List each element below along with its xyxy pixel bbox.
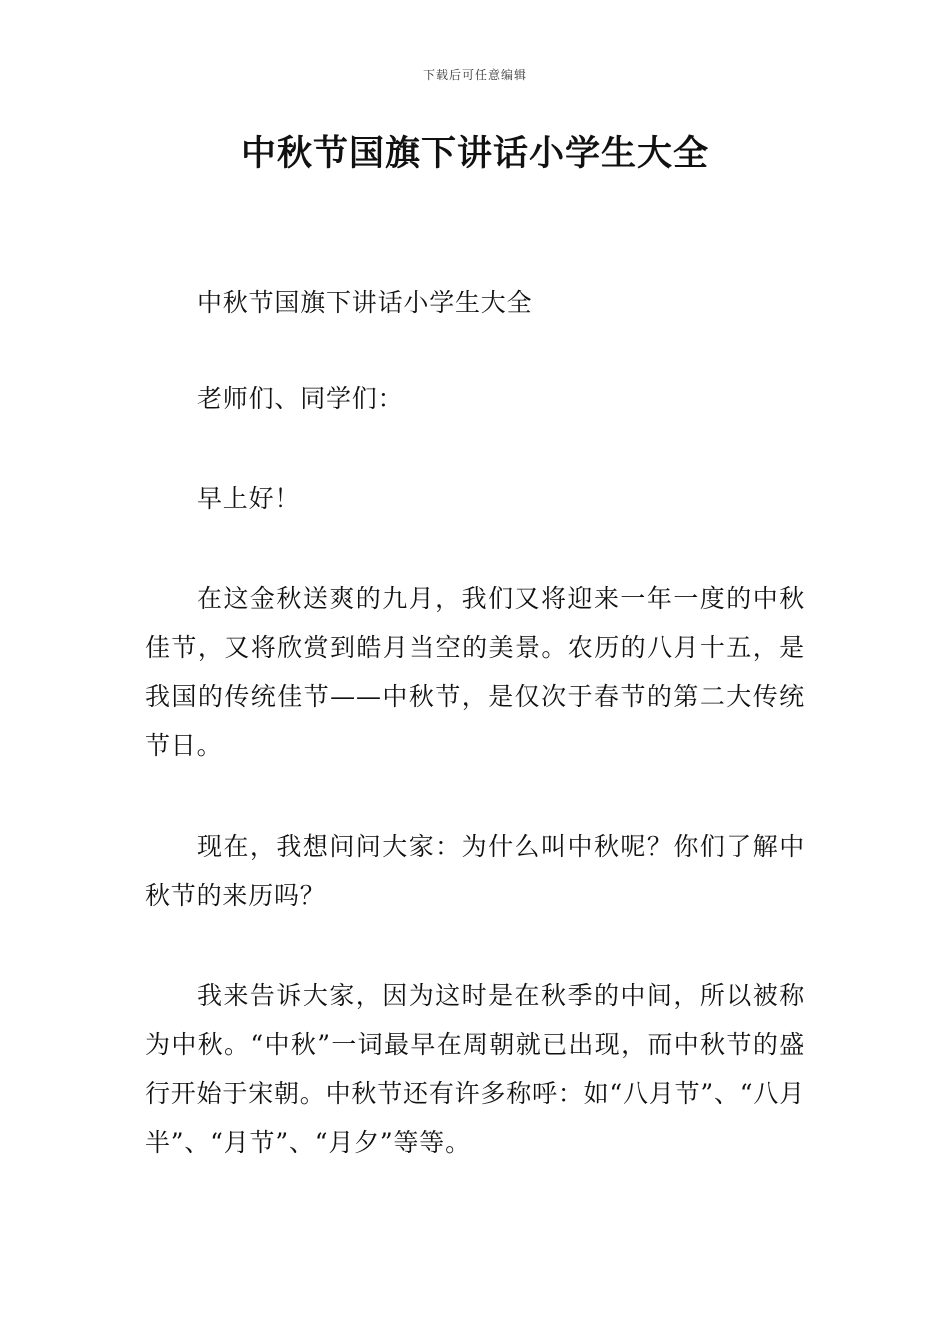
paragraph-intro: 在这金秋送爽的九月，我们又将迎来一年一度的中秋佳节，又将欣赏到皓月当空的美景。农历的八月十五，是我国的传统佳节——中秋节，是仅次于春节的第二大传统节日。 <box>145 584 805 760</box>
header-note: 下载后可任意编辑 <box>422 68 527 82</box>
paragraph-greeting: 老师们、同学们： <box>197 384 404 413</box>
paragraph-question: 现在，我想问问大家：为什么叫中秋呢？你们了解中秋节的来历吗？ <box>145 832 805 910</box>
paragraph-explanation: 我来告诉大家，因为这时是在秋季的中间，所以被称为中秋。“中秋”一词最早在周朝就已出现，而中秋节的盛行开始于宋朝。中秋节还有许多称呼：如“八月节”、“八月半”、“月节”、“月夕”等等。 <box>145 981 805 1157</box>
paragraph-good-morning: 早上好！ <box>197 484 301 513</box>
document-title: 中秋节国旗下讲话小学生大全 <box>240 134 709 174</box>
paragraph-subtitle: 中秋节国旗下讲话小学生大全 <box>197 288 533 317</box>
